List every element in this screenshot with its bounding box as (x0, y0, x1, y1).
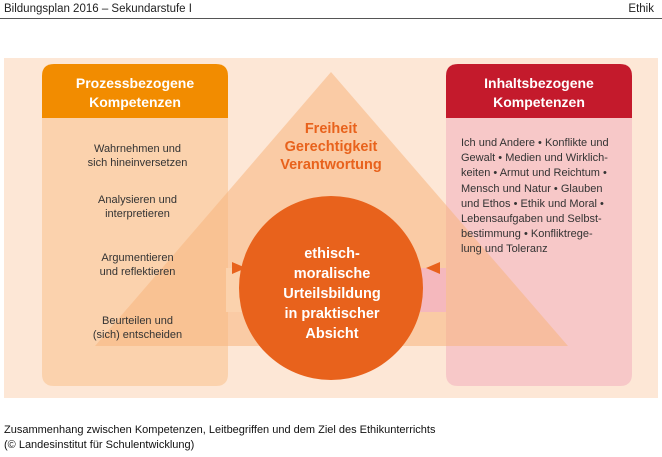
document-title: Bildungsplan 2016 – Sekundarstufe I (4, 3, 192, 15)
caption-line2: (© Landesinstitut für Schulentwicklung) (4, 439, 195, 451)
item1-line2: sich hineinversetzen (87, 157, 188, 169)
guiding-concepts (256, 120, 406, 174)
process-competence-2 (70, 193, 205, 221)
process-competence-4 (70, 314, 205, 342)
content-competences (461, 136, 627, 258)
left-title-line2: Kompetenzen (89, 94, 181, 110)
goal-line2: moralische (293, 266, 371, 282)
item3-line2: und reflektieren (99, 266, 176, 278)
content-line8: lung und Toleranz (461, 243, 548, 256)
process-competence-1 (70, 142, 205, 170)
left-box-title (42, 74, 228, 112)
goal-line1: ethisch- (304, 246, 360, 262)
content-line4: Mensch und Natur • Glauben (461, 182, 603, 195)
concept-freiheit: Freiheit (304, 121, 358, 137)
concept-verantwortung: Verantwortung (280, 157, 382, 173)
item4-line1: Beurteilen und (102, 315, 173, 327)
figure-caption (4, 423, 435, 453)
content-line2: Gewalt • Medien und Wirklich- (461, 152, 608, 165)
item4-line2: (sich) entscheiden (92, 329, 183, 341)
central-goal-text (248, 244, 416, 344)
content-line3: keiten • Armut und Reichtum • (461, 167, 607, 180)
content-line1: Ich und Andere • Konflikte und (461, 137, 609, 149)
item2-line1: Analysieren und (98, 194, 177, 206)
right-box-title (446, 74, 632, 112)
content-line6: Lebensaufgaben und Selbst- (461, 213, 602, 226)
item2-line2: interpretieren (105, 208, 170, 220)
process-competence-3 (70, 251, 205, 279)
left-title-line1: Prozessbezogene (75, 75, 195, 91)
content-line7: bestimmung • Konfliktrege- (461, 228, 593, 241)
goal-line3: Urteilsbildung (283, 286, 381, 302)
caption-line1: Zusammenhang zwischen Kompetenzen, Leitbegriffen und dem Ziel des Ethikunterrichts (4, 424, 436, 436)
goal-line5: Absicht (305, 326, 359, 342)
item1-line1: Wahrnehmen und (93, 143, 182, 155)
subject-label: Ethik (628, 3, 654, 15)
right-title-line1: Inhaltsbezogene (484, 75, 594, 91)
right-title-line2: Kompetenzen (493, 94, 585, 110)
item3-line1: Argumentieren (101, 252, 174, 264)
concept-gerechtigkeit: Gerechtigkeit (284, 139, 378, 155)
content-line5: und Ethos • Ethik und Moral • (461, 197, 604, 210)
goal-line4: in praktischer (284, 306, 380, 322)
